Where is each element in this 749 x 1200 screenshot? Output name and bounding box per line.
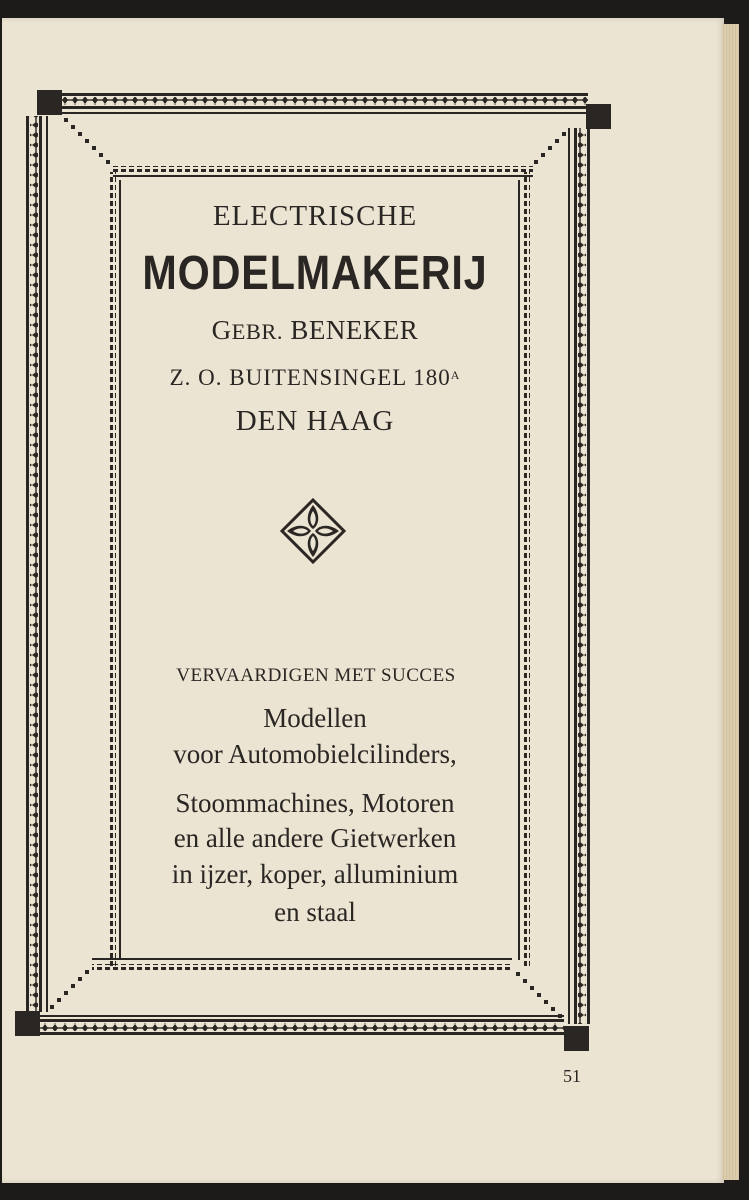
body-line-5: in ijzer, koper, alluminium — [171, 859, 459, 889]
body-line-3: Stoommachines, Motoren — [175, 788, 455, 818]
company-name: MODELMAKERIJ — [142, 247, 488, 300]
address-line — [110, 365, 520, 391]
body-line-1: Modellen — [263, 703, 367, 733]
house-number-suffix: A — [450, 368, 461, 382]
four-petal-diamond-icon — [279, 497, 347, 565]
heading-electrische: ELECTRISCHE — [212, 200, 418, 232]
tagline: VERVAARDIGEN MET SUCCES — [176, 665, 456, 686]
body-line-2: voor Automobielcilinders, — [173, 739, 457, 769]
street: Z. O. BUITENSINGEL — [169, 365, 407, 390]
house-number: 180 — [413, 365, 451, 390]
owners-name: BENEKER — [290, 315, 419, 345]
page-number: 51 — [563, 1066, 581, 1086]
city: DEN HAAG — [235, 405, 395, 437]
owners-line — [110, 315, 520, 346]
body-line-6: en staal — [274, 897, 356, 927]
owners-prefix: G — [211, 315, 232, 345]
owners-prefix-small: EBR. — [231, 319, 284, 344]
body-line-4: en alle andere Gietwerken — [173, 823, 457, 853]
